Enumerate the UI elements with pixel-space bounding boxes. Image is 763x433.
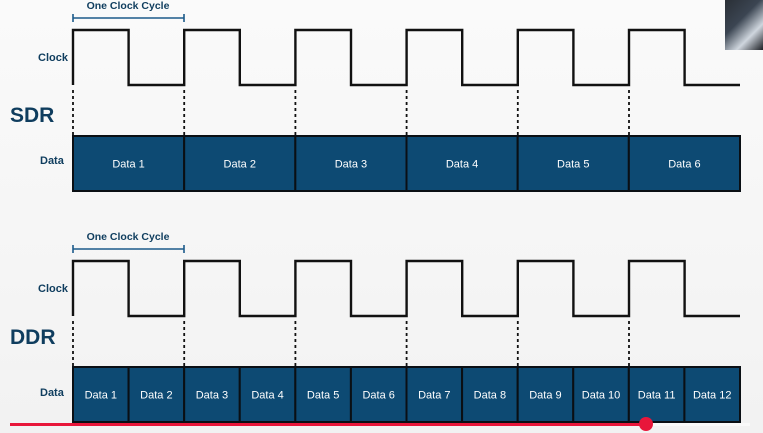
ddr-clock-label: Clock xyxy=(38,283,68,295)
data-cell-label: Data 2 xyxy=(140,389,173,402)
data-cell-label: Data 4 xyxy=(251,389,284,402)
ddr-cycle-label: One Clock Cycle xyxy=(86,231,170,243)
video-progress-bar[interactable] xyxy=(10,423,750,426)
sdr-section xyxy=(10,0,740,191)
sdr-mode-label: SDR xyxy=(10,104,55,127)
data-cell-label: Data 5 xyxy=(557,158,590,171)
data-cell-label: Data 3 xyxy=(334,158,368,171)
ddr-mode-label: DDR xyxy=(10,326,56,349)
ddr-edge-guides xyxy=(73,321,629,367)
ddr-data-label: Data xyxy=(40,387,64,399)
data-cell-label: Data 12 xyxy=(692,389,732,402)
sdr-clock-label: Clock xyxy=(38,52,68,64)
data-cell-label: Data 9 xyxy=(529,389,562,402)
data-cell-label: Data 2 xyxy=(223,158,256,171)
data-cell-label: Data 10 xyxy=(581,389,621,402)
sdr-data-row xyxy=(73,136,740,191)
data-cell-label: Data 6 xyxy=(668,158,701,171)
data-cell-label: Data 8 xyxy=(473,389,507,402)
data-cell-label: Data 1 xyxy=(84,389,118,402)
data-cell-label: Data 11 xyxy=(637,389,676,402)
data-cell-label: Data 1 xyxy=(112,158,145,171)
data-cell-label: Data 7 xyxy=(418,389,451,402)
sdr-data-label: Data xyxy=(40,155,64,167)
sdr-clock-waveform xyxy=(73,30,740,85)
sdr-edge-guides xyxy=(73,90,629,136)
data-cell-label: Data 6 xyxy=(362,389,395,402)
ddr-section xyxy=(10,231,740,422)
ddr-clock-waveform xyxy=(73,261,740,316)
data-cell-label: Data 3 xyxy=(195,389,229,402)
sdr-cycle-label: One Clock Cycle xyxy=(86,0,170,12)
ddr-data-row xyxy=(73,367,740,422)
presenter-video-thumbnail[interactable] xyxy=(725,0,763,50)
video-progress-fill xyxy=(10,423,646,426)
data-cell-label: Data 5 xyxy=(306,389,340,402)
data-cell-label: Data 4 xyxy=(445,158,479,171)
